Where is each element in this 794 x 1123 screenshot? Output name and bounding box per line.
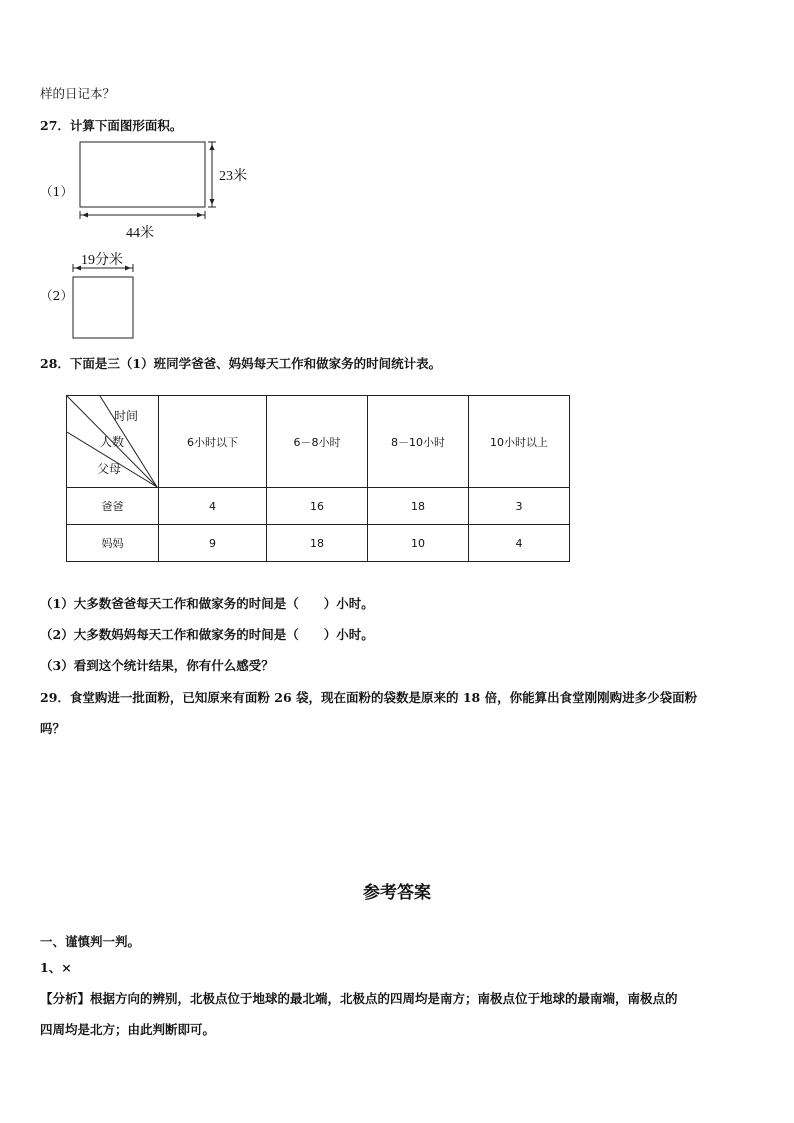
rectangle-figure: [80, 142, 205, 207]
question-29-line-2: 吗？: [40, 721, 66, 736]
analysis-line-2: 四周均是北方；由此判断即可。: [40, 1022, 216, 1037]
time-statistics-table: [66, 395, 570, 562]
question-27-title: 27．计算下面图形面积。: [40, 118, 183, 133]
header-time-label: 时间: [114, 409, 139, 423]
table-cell: 3: [469, 488, 570, 525]
question-28-title: 28．下面是三（1）班同学爸爸、妈妈每天工作和做家务的时间统计表。: [40, 356, 442, 371]
figure-2-side-label: 19分米: [81, 253, 123, 268]
square-figure: [73, 277, 133, 338]
column-header: 6小时以下: [159, 396, 267, 488]
table-cell: 18: [368, 488, 469, 525]
column-header: 6－8小时: [267, 396, 368, 488]
header-count-label: 人数: [100, 435, 125, 449]
question-29-line-1: 29．食堂购进一批面粉，已知原来有面粉 26 袋，现在面粉的袋数是原来的 18 倍，你能算出食堂刚刚购进多少袋面粉: [40, 690, 698, 705]
figure-2-label: （2）: [40, 288, 73, 303]
table-cell: 9: [159, 525, 267, 562]
analysis-line-1: 【分析】根据方向的辨别，北极点位于地球的最北端，北极点的四周均是南方；南极点位于地球的最南端，南极点的: [40, 991, 678, 1006]
figure-1-label: （1）: [40, 184, 73, 199]
question-28-sub-3: （3）看到这个统计结果，你有什么感受？: [40, 658, 274, 673]
top-text: 样的日记本？: [40, 86, 116, 101]
diagonal-header-cell: [67, 396, 159, 488]
figure-1-height-label: 23米: [219, 169, 247, 184]
header-parent-label: 父母: [97, 462, 122, 476]
row-label: 妈妈: [67, 525, 159, 562]
table-cell: 18: [267, 525, 368, 562]
table-row-mom: [67, 525, 570, 562]
table-cell: 4: [469, 525, 570, 562]
table-cell: 4: [159, 488, 267, 525]
answers-title: 参考答案: [363, 883, 431, 903]
figure-1-width-label: 44米: [126, 226, 154, 241]
column-header: 10小时以上: [469, 396, 570, 488]
table-cell: 16: [267, 488, 368, 525]
table-cell: 10: [368, 525, 469, 562]
column-header: 8－10小时: [368, 396, 469, 488]
question-28-sub-1: （1）大多数爸爸每天工作和做家务的时间是（ ）小时。: [40, 596, 374, 611]
answer-item-1: 1、×: [40, 960, 72, 975]
row-label: 爸爸: [67, 488, 159, 525]
question-28-sub-2: （2）大多数妈妈每天工作和做家务的时间是（ ）小时。: [40, 627, 374, 642]
answers-section-1: 一、谨慎判一判。: [40, 934, 141, 949]
table-row-dad: [67, 488, 570, 525]
